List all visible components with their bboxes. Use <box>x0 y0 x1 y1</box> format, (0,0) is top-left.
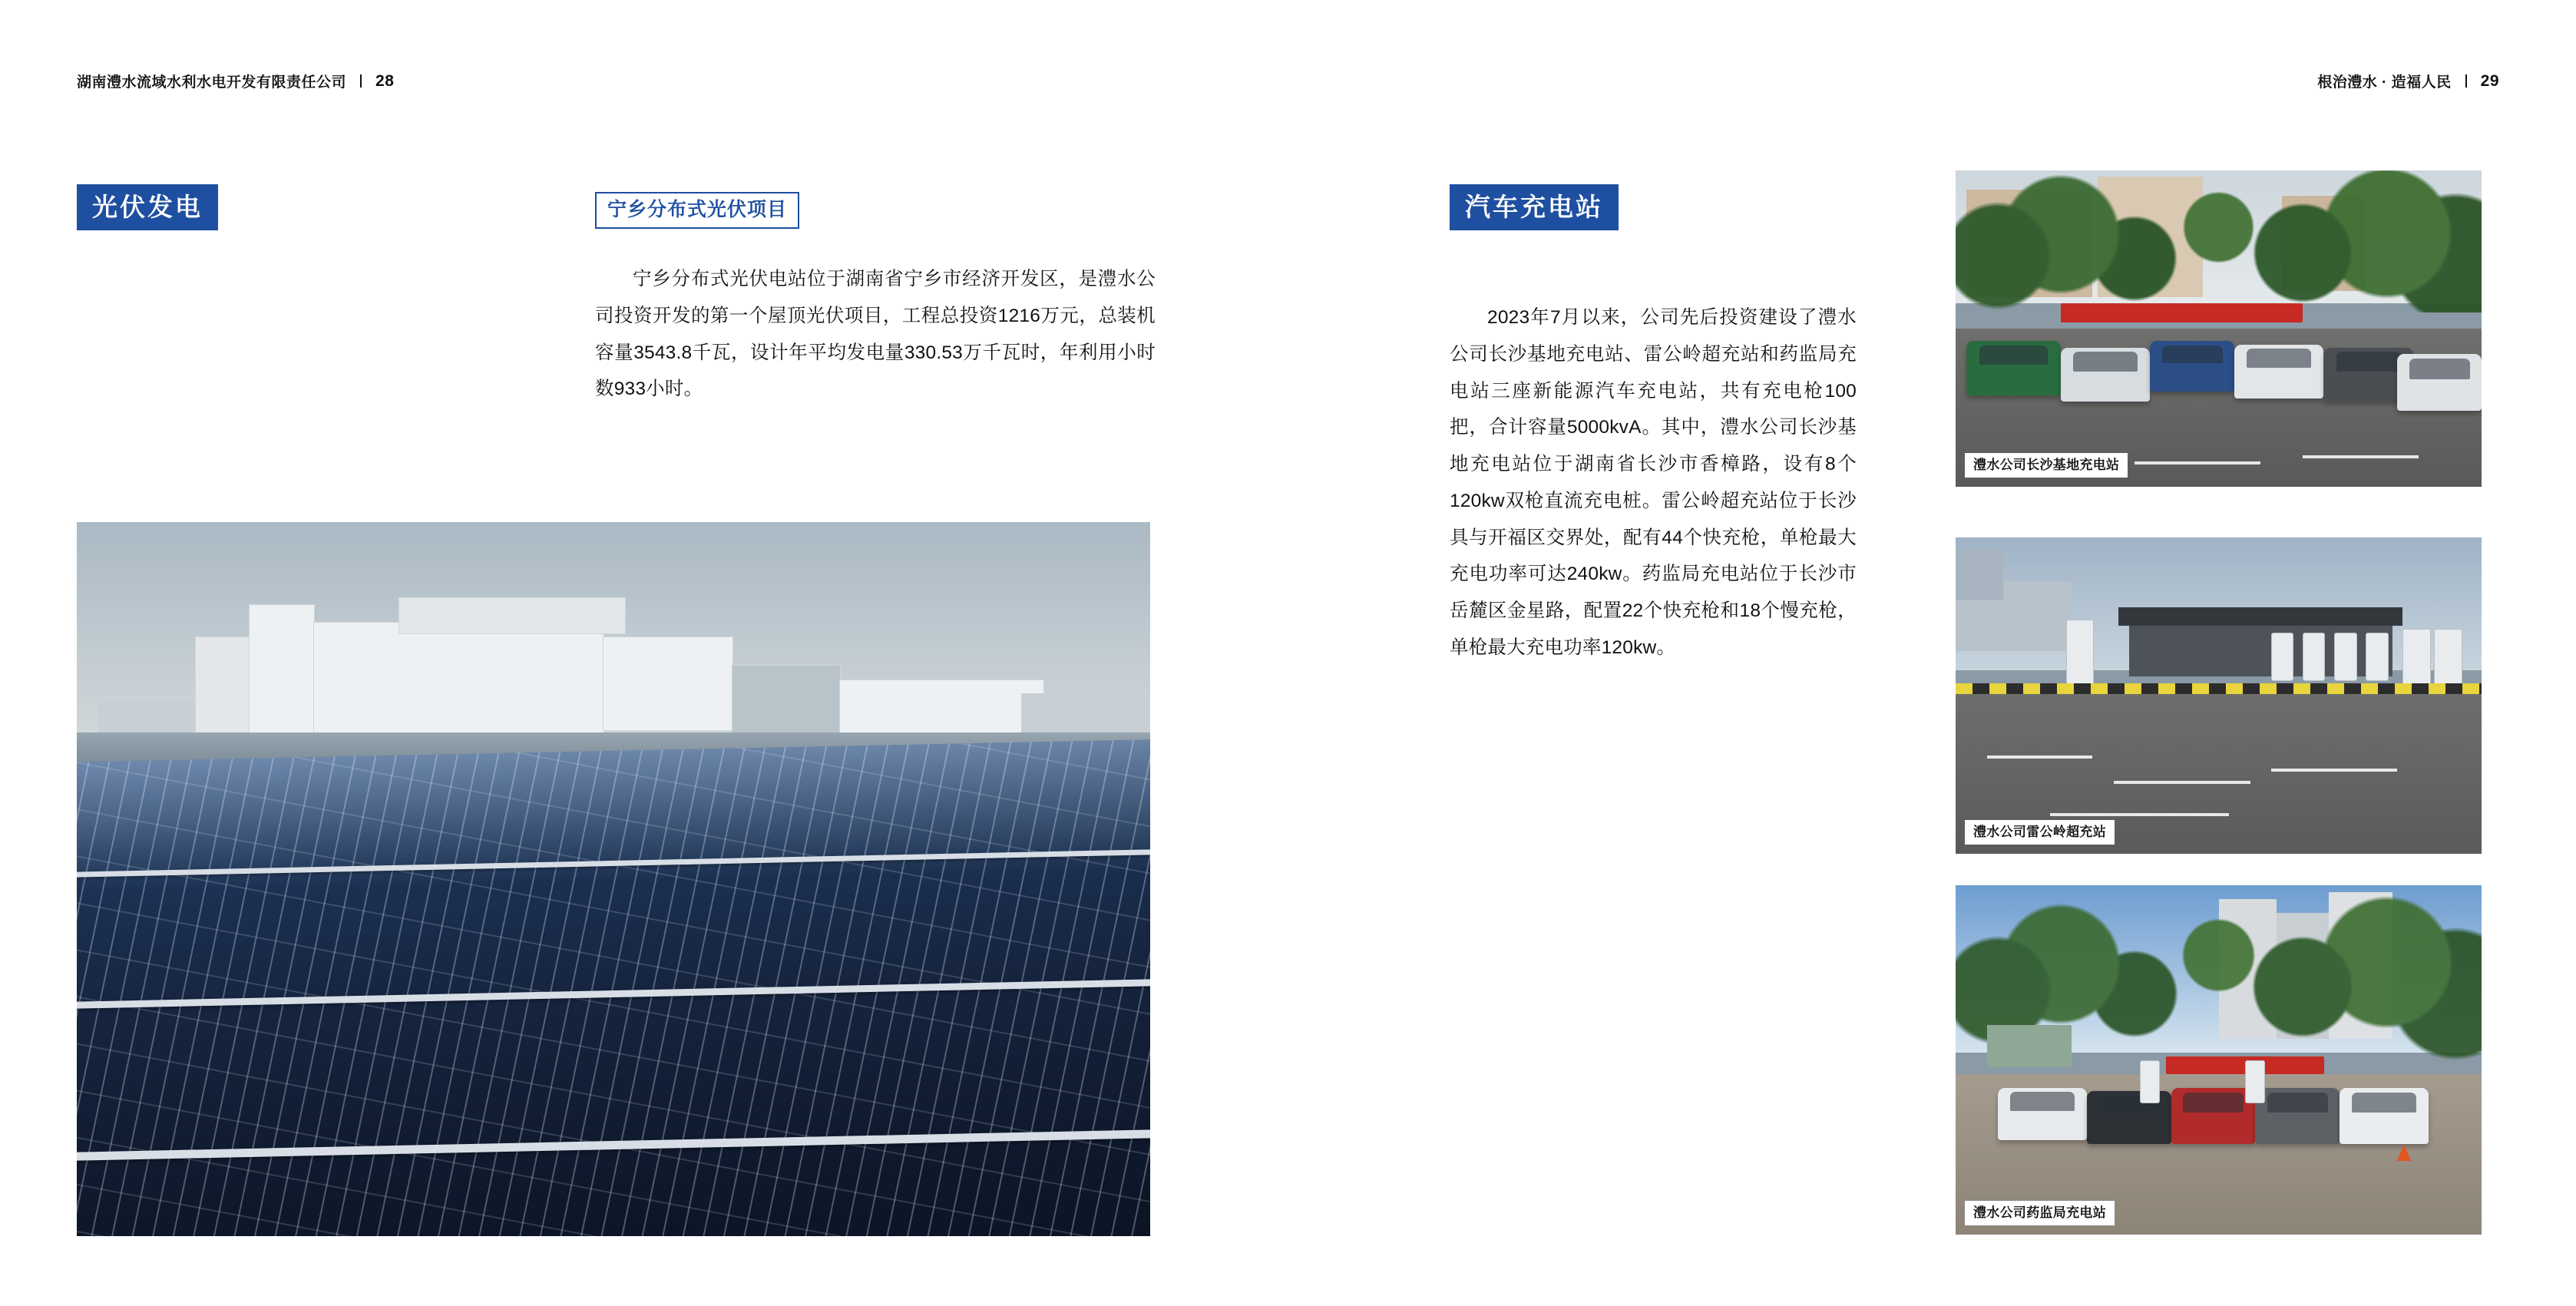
right-body-column <box>1450 299 1857 666</box>
running-head-right <box>2317 71 2499 91</box>
photo2-canopy-roof <box>2118 607 2402 627</box>
running-head-divider-right <box>2465 74 2467 88</box>
photo1-red-banner <box>2061 303 2303 322</box>
photo2-yellow-black-curb <box>1956 683 2482 694</box>
photo-treeline-left <box>98 701 195 737</box>
photo-building-main <box>313 622 604 738</box>
photo1-car-6 <box>2397 354 2482 411</box>
running-head-left-text: 湖南澧水流域水利水电开发有限责任公司 <box>77 74 347 91</box>
photo2-lane-line-3 <box>2271 769 2397 772</box>
photo3-charger-2 <box>2245 1060 2265 1104</box>
photo3-caption: 澧水公司药监局充电站 <box>1965 1201 2115 1225</box>
page-number-left: 28 <box>375 71 395 90</box>
photo2-charger-5 <box>2366 633 2388 682</box>
photo3-car-1 <box>1998 1088 2087 1140</box>
photo-leigongling-super-station <box>1956 537 2482 854</box>
photo-yaojianju-station <box>1956 885 2482 1235</box>
photo3-green-hut <box>1987 1025 2072 1067</box>
photo-building-right <box>603 636 733 731</box>
photo3-car-3 <box>2171 1088 2256 1144</box>
running-head-left <box>77 71 394 91</box>
left-body-paragraph: 宁乡分布式光伏电站位于湖南省宁乡市经济开发区，是澧水公司投资开发的第一个屋顶光伏项目，工程总投资1216万元，总装机容量3543.8千瓦，设计年平均发电量330.53万千瓦时，年利用小时数933小时。 <box>595 269 1156 400</box>
photo-building-roofline <box>398 597 626 635</box>
photo3-car-4 <box>2255 1088 2340 1144</box>
photo2-charger-2 <box>2271 633 2293 682</box>
photo1-caption: 澧水公司长沙基地充电站 <box>1965 453 2128 478</box>
subsection-title-ningxiang: 宁乡分布式光伏项目 <box>595 192 799 229</box>
photo3-traffic-cone <box>2397 1144 2411 1161</box>
photo-building-warehouse <box>839 679 1045 738</box>
photo1-trees <box>1956 170 2482 312</box>
photo2-charger-7 <box>2434 629 2462 684</box>
photo2-charger-1 <box>2066 620 2094 684</box>
running-head-right-text: 根治澧水 · 造福人民 <box>2317 74 2452 91</box>
photo1-car-3 <box>2150 341 2234 392</box>
photo-building-tower <box>249 604 315 734</box>
section-title-charging-station: 汽车充电站 <box>1450 184 1619 230</box>
photo2-lane-line-1 <box>1987 755 2092 759</box>
photo1-lane-line-3 <box>2303 455 2419 458</box>
running-head-divider <box>360 74 362 88</box>
photo2-charger-6 <box>2402 629 2430 684</box>
left-body-column <box>595 261 1156 408</box>
photo3-car-5 <box>2340 1088 2429 1144</box>
photo-panel-array <box>77 738 1150 1236</box>
section-title-photovoltaic: 光伏发电 <box>77 184 218 230</box>
photo2-caption: 澧水公司雷公岭超充站 <box>1965 820 2115 845</box>
photo3-charger-1 <box>2140 1060 2160 1104</box>
photo1-car-4 <box>2234 345 2323 398</box>
photo2-charger-3 <box>2303 633 2325 682</box>
right-body-paragraph: 2023年7月以来，公司先后投资建设了澧水公司长沙基地充电站、雷公岭超充站和药监局充电站三座新能源汽车充电站，共有充电枪100把，合计容量5000kvA。其中，澧水公司长沙基地充电站位于湖南省长沙市香樟路，设有8个120kw双枪直流充电桩。雷公岭超充站位于长沙具与开福区交界处，配有44个快充枪，单枪最大充电功率可达240kw。药监局充电站位于长沙市岳麓区金星路，配置22个快充枪和18个慢充枪，单枪最大充电功率120kw。 <box>1450 307 1857 658</box>
photo1-lane-line-2 <box>2135 461 2260 465</box>
page-number-right: 29 <box>2480 71 2499 90</box>
photo-solar-rooftop-array <box>77 522 1150 1236</box>
photo2-charger-4 <box>2334 633 2356 682</box>
photo-changsha-base-station <box>1956 170 2482 487</box>
photo-treeline-right <box>1021 693 1150 736</box>
photo1-car-2 <box>2061 348 2150 402</box>
photo2-lane-line-4 <box>2050 813 2229 816</box>
photo2-lane-line-2 <box>2114 781 2250 784</box>
photo2-building-tall <box>1956 550 2003 600</box>
photo1-car-1 <box>1966 341 2061 395</box>
photo-building-far <box>732 665 841 734</box>
